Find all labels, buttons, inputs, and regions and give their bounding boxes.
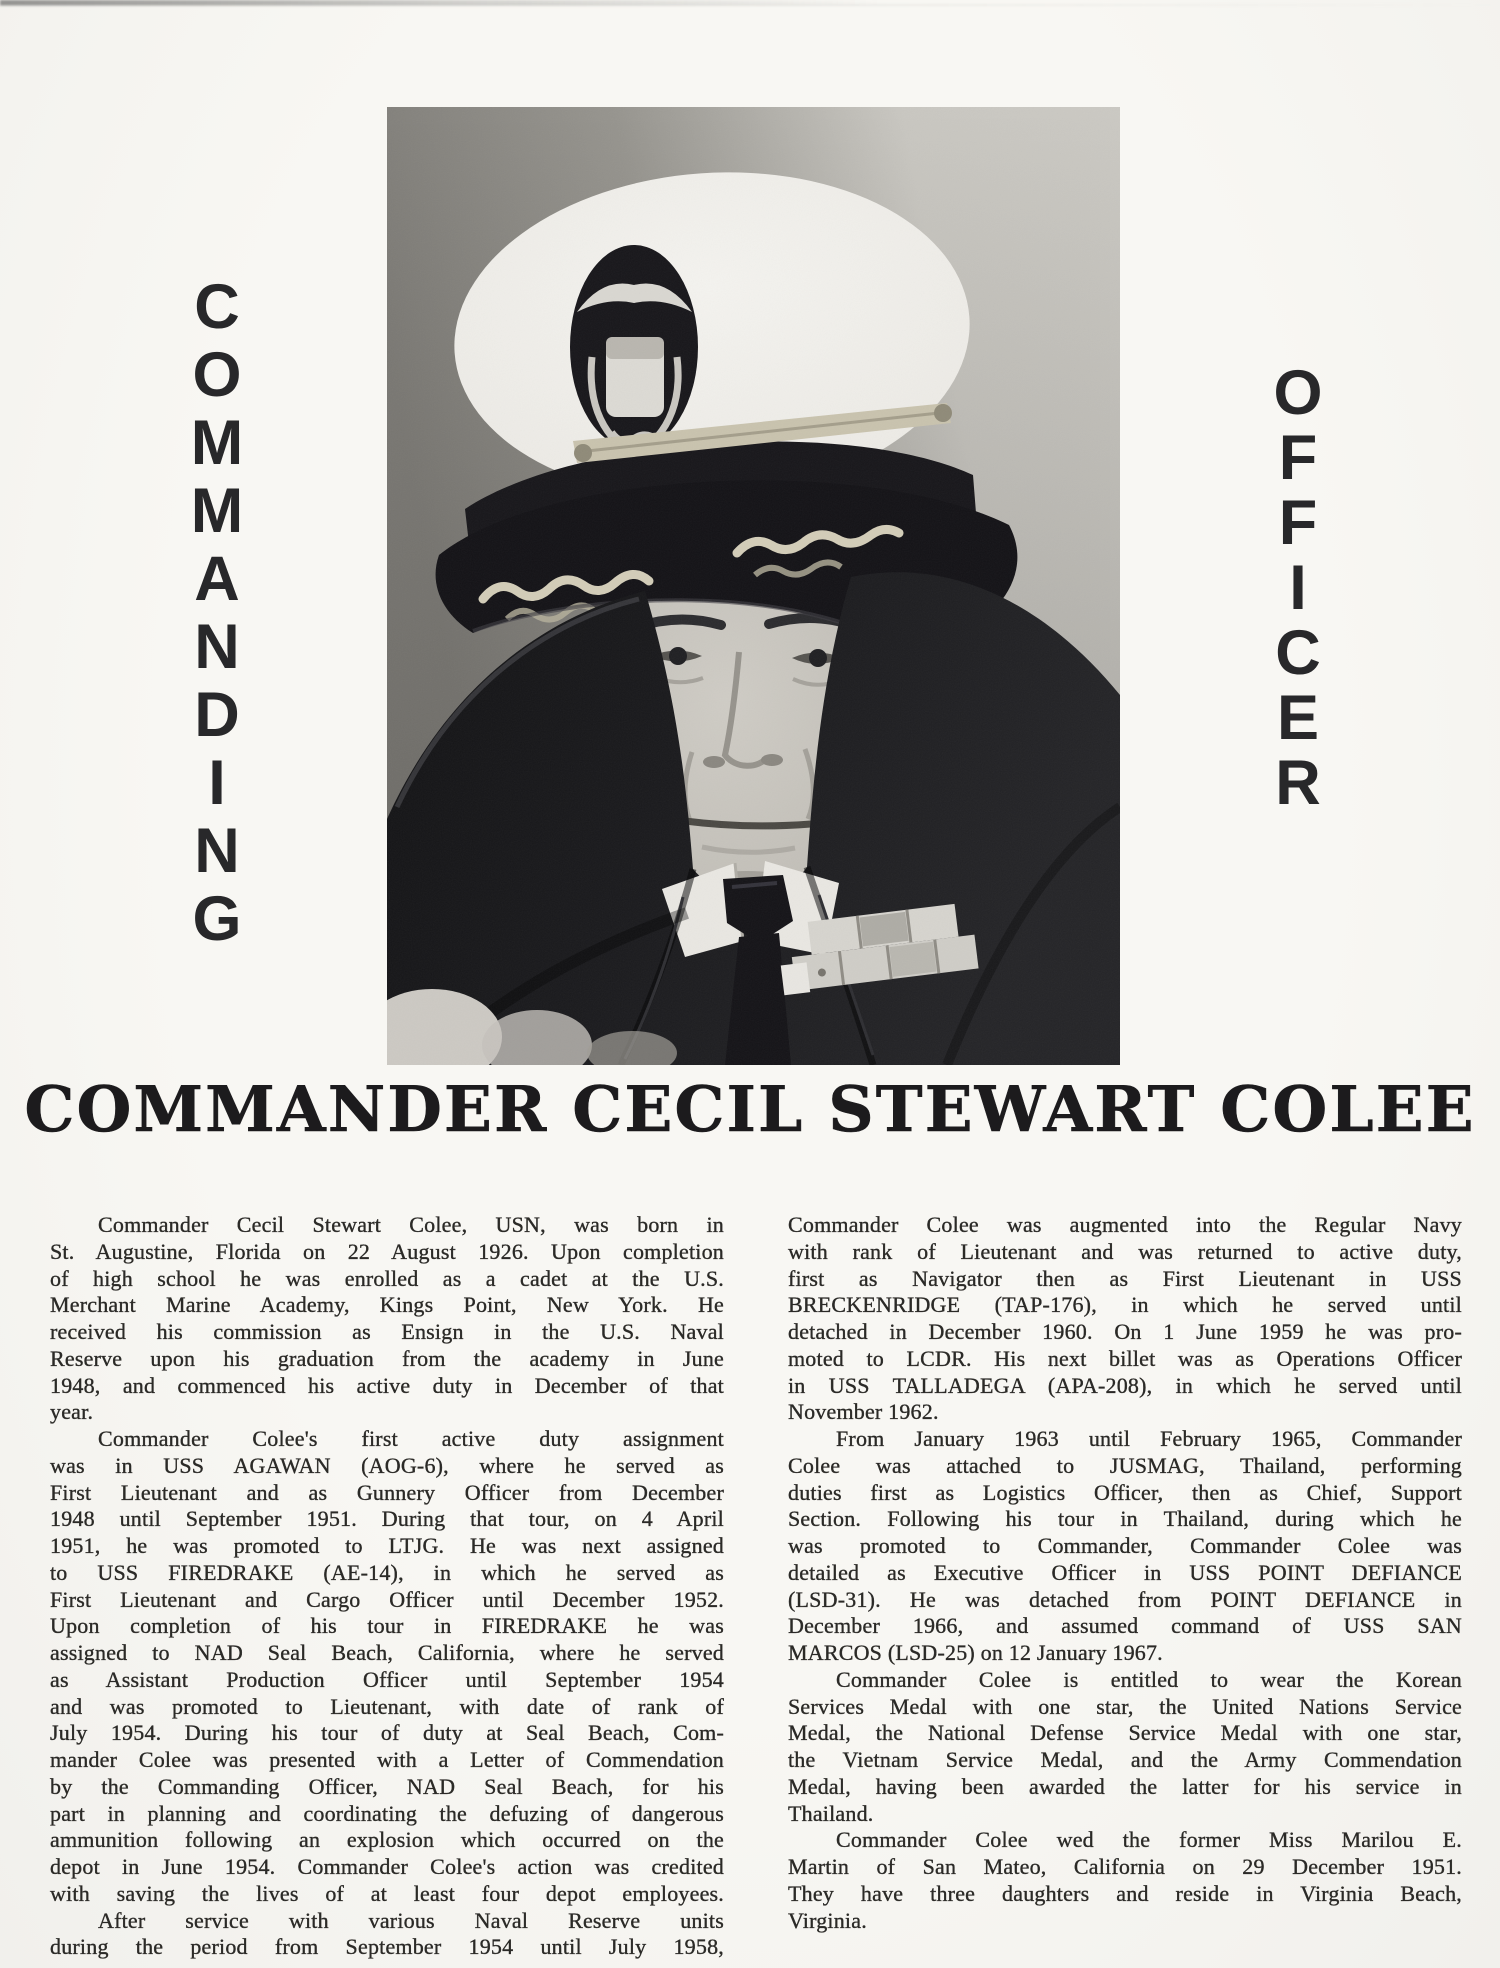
text-line: Martin of San Mateo, California on 29 December 1951. [788,1854,1462,1879]
text-line: to USS FIREDRAKE (AE-14), in which he served as [50,1559,724,1585]
text-line: Commander Colee's first active duty assignment [98,1426,724,1451]
portrait-photo [387,107,1120,1065]
text-line: duties first as Logistics Officer, then as Chief, Support [788,1479,1462,1505]
text-line: Medal, having been awarded the latter for his service in [788,1773,1462,1799]
paragraph [788,1426,1462,1667]
text-line: Section. Following his tour in Thailand, during which he [788,1506,1462,1532]
text-line: was in USS AGAWAN (AOG-6), where he served as [50,1452,724,1478]
portrait-photo-art [387,107,1120,1065]
text-line: received his commission as Ensign in the U.S. Naval [50,1319,724,1344]
text-line: by the Commanding Officer, NAD Seal Beach, for his [50,1773,724,1799]
text-line: Upon completion of his tour in FIREDRAKE he was [50,1613,724,1639]
paragraph [788,1827,1462,1934]
text-line: in USS TALLADEGA (APA-208), in which he served until [788,1372,1462,1398]
text-line: MARCOS (LSD-25) on 12 January 1967. [788,1640,1163,1665]
text-line: with saving the lives of at least four depot employees. [50,1880,724,1906]
text-line: Commander Colee wed the former Miss Marilou E. [836,1827,1462,1853]
text-line: From January 1963 until February 1965, Commander [836,1426,1462,1451]
text-line: Services Medal with one star, the United Nations Service [788,1693,1462,1719]
text-line: BRECKENRIDGE (TAP-176), in which he served until [788,1292,1462,1318]
text-line: first as Navigator then as First Lieutenant in USS [788,1265,1462,1291]
side-label-officer: OFFICER [1263,358,1333,813]
text-line: July 1954. During his tour of duty at Seal Beach, Com- [50,1720,724,1746]
text-line: First Lieutenant and as Gunnery Officer from December [50,1479,724,1505]
text-line: with rank of Lieutenant and was returned to active duty, [788,1238,1462,1264]
paragraph [50,1212,724,1426]
text-line: Thailand. [788,1800,874,1826]
article-column-right [788,1212,1462,1934]
text-line: First Lieutenant and Cargo Officer until December 1952. [50,1586,724,1612]
text-line: the Vietnam Service Medal, and the Army Commendation [788,1747,1462,1772]
text-line: assigned to NAD Seal Beach, California, where he served [50,1640,724,1665]
text-line: Commander Colee was augmented into the Regular Navy [788,1212,1462,1237]
text-line: part in planning and coordinating the defuzing of dangerous [50,1800,724,1826]
text-line: was promoted to Commander, Commander Colee was [788,1533,1462,1558]
text-line: detached in December 1960. On 1 June 1959 he was pro- [788,1319,1462,1344]
side-label-commanding: COMMANDING [182,272,252,952]
paragraph [788,1667,1462,1828]
text-line: and was promoted to Lieutenant, with date of rank of [50,1693,724,1719]
text-line: 1951, he was promoted to LTJG. He was next assigned [50,1533,724,1558]
text-line: as Assistant Production Officer until September 1954 [50,1666,724,1692]
text-line: Reserve upon his graduation from the academy in June [50,1345,724,1371]
text-line: moted to LCDR. His next billet was as Operations Officer [788,1345,1462,1371]
text-line: detailed as Executive Officer in USS POINT DEFIANCE [788,1559,1462,1585]
text-line: depot in June 1954. Commander Colee's action was credited [50,1854,724,1879]
text-line: Medal, the National Defense Service Medal with one star, [788,1720,1462,1746]
text-line: (LSD-31). He was detached from POINT DEFIANCE in [788,1586,1462,1612]
text-line: during the period from September 1954 until July 1958, [50,1934,724,1960]
text-line: of high school he was enrolled as a cadet at the U.S. [50,1265,724,1291]
text-line: After service with various Naval Reserve units [98,1907,724,1933]
paragraph [50,1908,724,1962]
text-line: They have three daughters and reside in Virginia Beach, [788,1880,1462,1906]
text-line: 1948 until September 1951. During that tour, on 4 April [50,1506,724,1532]
text-line: St. Augustine, Florida on 22 August 1926. Upon completion [50,1238,724,1264]
text-line: Colee was attached to JUSMAG, Thailand, performing [788,1452,1462,1478]
text-line: December 1966, and assumed command of USS SAN [788,1613,1462,1639]
article-column-left [50,1212,724,1961]
text-line: Commander Colee is entitled to wear the Korean [836,1666,1462,1692]
text-line: Commander Cecil Stewart Colee, USN, was born in [98,1212,724,1237]
paragraph [788,1212,1462,1426]
text-line: 1948, and commenced his active duty in December of that [50,1372,724,1398]
text-line: ammunition following an explosion which occurred on the [50,1827,724,1853]
page-title: COMMANDER CECIL STEWART COLEE [24,1072,1476,1146]
text-line: Merchant Marine Academy, Kings Point, New York. He [50,1292,724,1318]
text-line: year. [50,1399,94,1425]
text-line: November 1962. [788,1399,939,1425]
paragraph [50,1426,724,1908]
text-line: mander Colee was presented with a Letter of Commendation [50,1747,724,1772]
text-line: Virginia. [788,1907,867,1933]
scan-smudge-top-faint [0,4,1500,6]
